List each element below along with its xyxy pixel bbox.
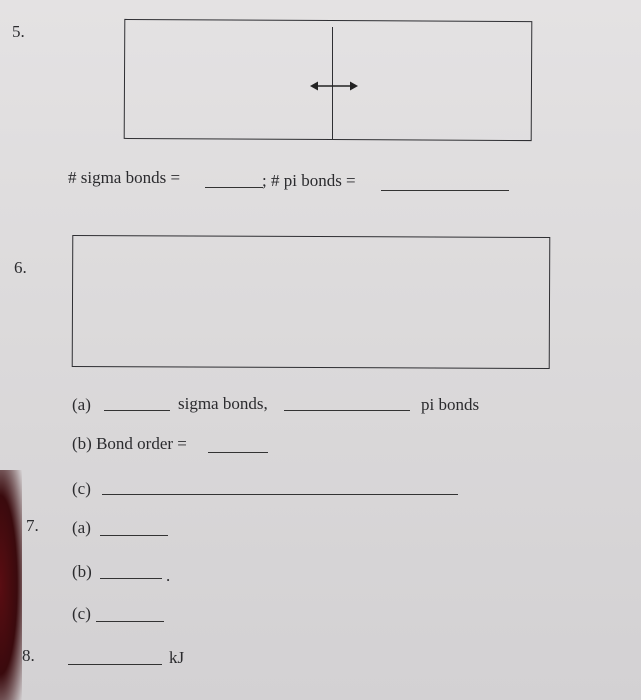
sigma-bonds-label: # sigma bonds = — [68, 168, 181, 187]
question-7b-label: (b) — [72, 562, 92, 581]
question-8-number: 8. — [22, 646, 35, 665]
question-6c-blank[interactable] — [102, 494, 458, 495]
question-6a-sigma-blank[interactable] — [104, 410, 170, 411]
question-7b-blank[interactable] — [100, 578, 162, 579]
question-7b-period: . — [166, 566, 171, 585]
pi-bonds-blank[interactable] — [381, 190, 509, 191]
question-8-unit: kJ — [169, 648, 185, 667]
sigma-bonds-blank[interactable] — [205, 187, 263, 188]
question-6a-sigma-text: sigma bonds, — [178, 394, 268, 413]
question-7c-label: (c) — [72, 604, 91, 623]
question-6c-label: (c) — [72, 479, 91, 498]
question-6b-label: (b) Bond order = — [72, 434, 187, 453]
question-7a-label: (a) — [72, 518, 91, 537]
question-6-number: 6. — [14, 258, 27, 277]
pi-bonds-label: ; # pi bonds = — [262, 171, 356, 190]
page-edge-shadow — [0, 470, 22, 700]
question-5-number: 5. — [12, 22, 25, 41]
question-6a-pi-blank[interactable] — [284, 410, 410, 411]
bond-order-blank[interactable] — [208, 452, 268, 453]
question-7-number: 7. — [26, 516, 39, 535]
question-8-blank[interactable] — [68, 664, 162, 665]
question-6-drawing-box — [72, 235, 551, 369]
question-6a-pi-text: pi bonds — [421, 395, 480, 414]
question-6a-label: (a) — [72, 395, 91, 414]
double-arrow-icon — [308, 78, 360, 94]
question-7c-blank[interactable] — [96, 621, 164, 622]
question-7a-blank[interactable] — [100, 535, 168, 536]
